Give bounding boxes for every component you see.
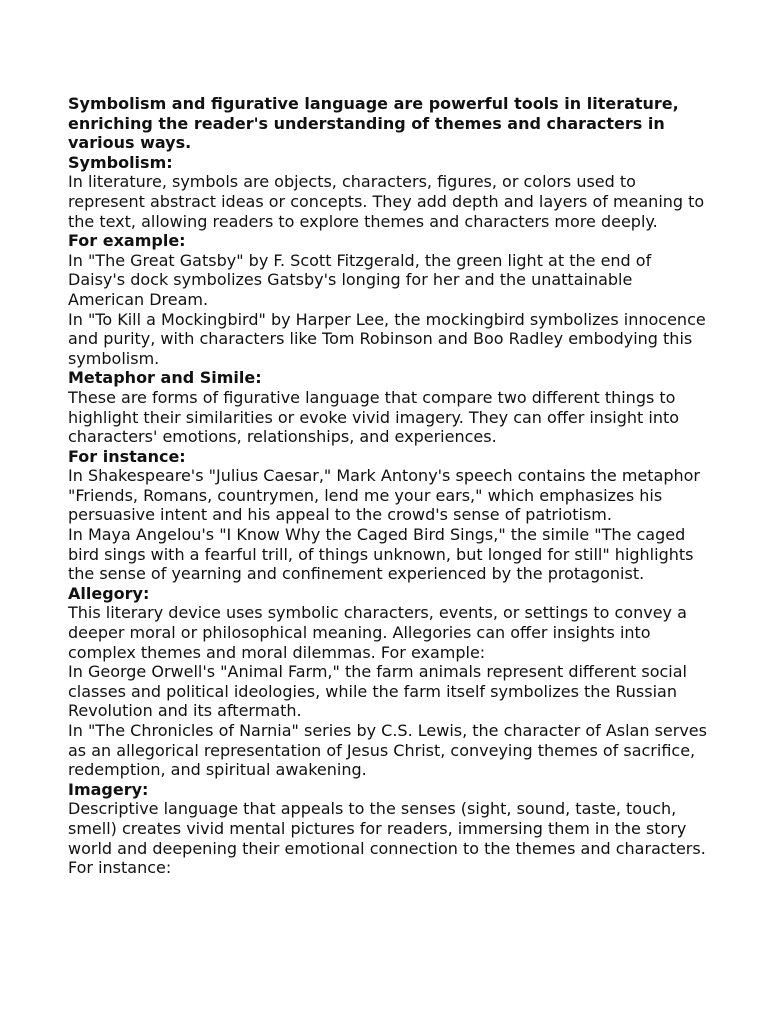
imagery-heading: Imagery: xyxy=(68,779,149,799)
symbolism-example-gatsby: In "The Great Gatsby" by F. Scott Fitzgerald, the green light at the end of Daisy's dock symbolizes Gatsby's longing for her and the unattainable American Dream. xyxy=(68,250,652,309)
document-page xyxy=(68,94,708,878)
intro-paragraph: Symbolism and figurative language are powerful tools in literature, enriching the reader's understanding of themes and characters in various ways. xyxy=(68,94,679,153)
metaphor-example-caged-bird: In Maya Angelou's "I Know Why the Caged Bird Sings," the simile "The caged bird sings with a fearful trill, of things unknown, but longed for still" highlights the sense of yearning and confinement experienced by the protagonist. xyxy=(68,525,694,584)
imagery-body: Descriptive language that appeals to the senses (sight, sound, taste, touch, smell) creates vivid mental pictures for readers, immersing them in the story world and deepening their emotional connection to the themes and characters. For instance: xyxy=(68,799,706,878)
symbolism-example-mockingbird: In "To Kill a Mockingbird" by Harper Lee, the mockingbird symbolizes innocence and purity, with characters like Tom Robinson and Boo Radley embodying this symbolism. xyxy=(68,309,706,368)
metaphor-heading: Metaphor and Simile: xyxy=(68,368,262,388)
allegory-heading: Allegory: xyxy=(68,583,150,603)
allegory-example-narnia: In "The Chronicles of Narnia" series by C.S. Lewis, the character of Aslan serves as an allegorical representation of Jesus Christ, conveying themes of sacrifice, redemption, and spiritual awakening. xyxy=(68,721,707,780)
allegory-body: This literary device uses symbolic characters, events, or settings to convey a deeper moral or philosophical meaning. Allegories can offer insights into complex themes and moral dilemmas. For example: xyxy=(68,603,687,662)
symbolism-example-heading: For example: xyxy=(68,231,186,251)
metaphor-example-caesar: In Shakespeare's "Julius Caesar," Mark Antony's speech contains the metaphor "Friends, Romans, countrymen, lend me your ears," which emphasizes his persuasive intent and his appeal to the crowd's sense of patriotism. xyxy=(68,466,701,525)
allegory-example-animal-farm: In George Orwell's "Animal Farm," the farm animals represent different social classes and political ideologies, while the farm itself symbolizes the Russian Revolution and its aftermath. xyxy=(68,662,687,721)
metaphor-body: These are forms of figurative language that compare two different things to highlight their similarities or evoke vivid imagery. They can offer insight into characters' emotions, relationships, and experiences. xyxy=(68,387,680,447)
metaphor-example-heading: For instance: xyxy=(68,446,186,466)
symbolism-heading: Symbolism: xyxy=(68,152,173,172)
symbolism-body: In literature, symbols are objects, characters, figures, or colors used to represent abstract ideas or concepts. They add depth and layers of meaning to the text, allowing readers to explore themes and characters more deeply. xyxy=(68,172,705,231)
